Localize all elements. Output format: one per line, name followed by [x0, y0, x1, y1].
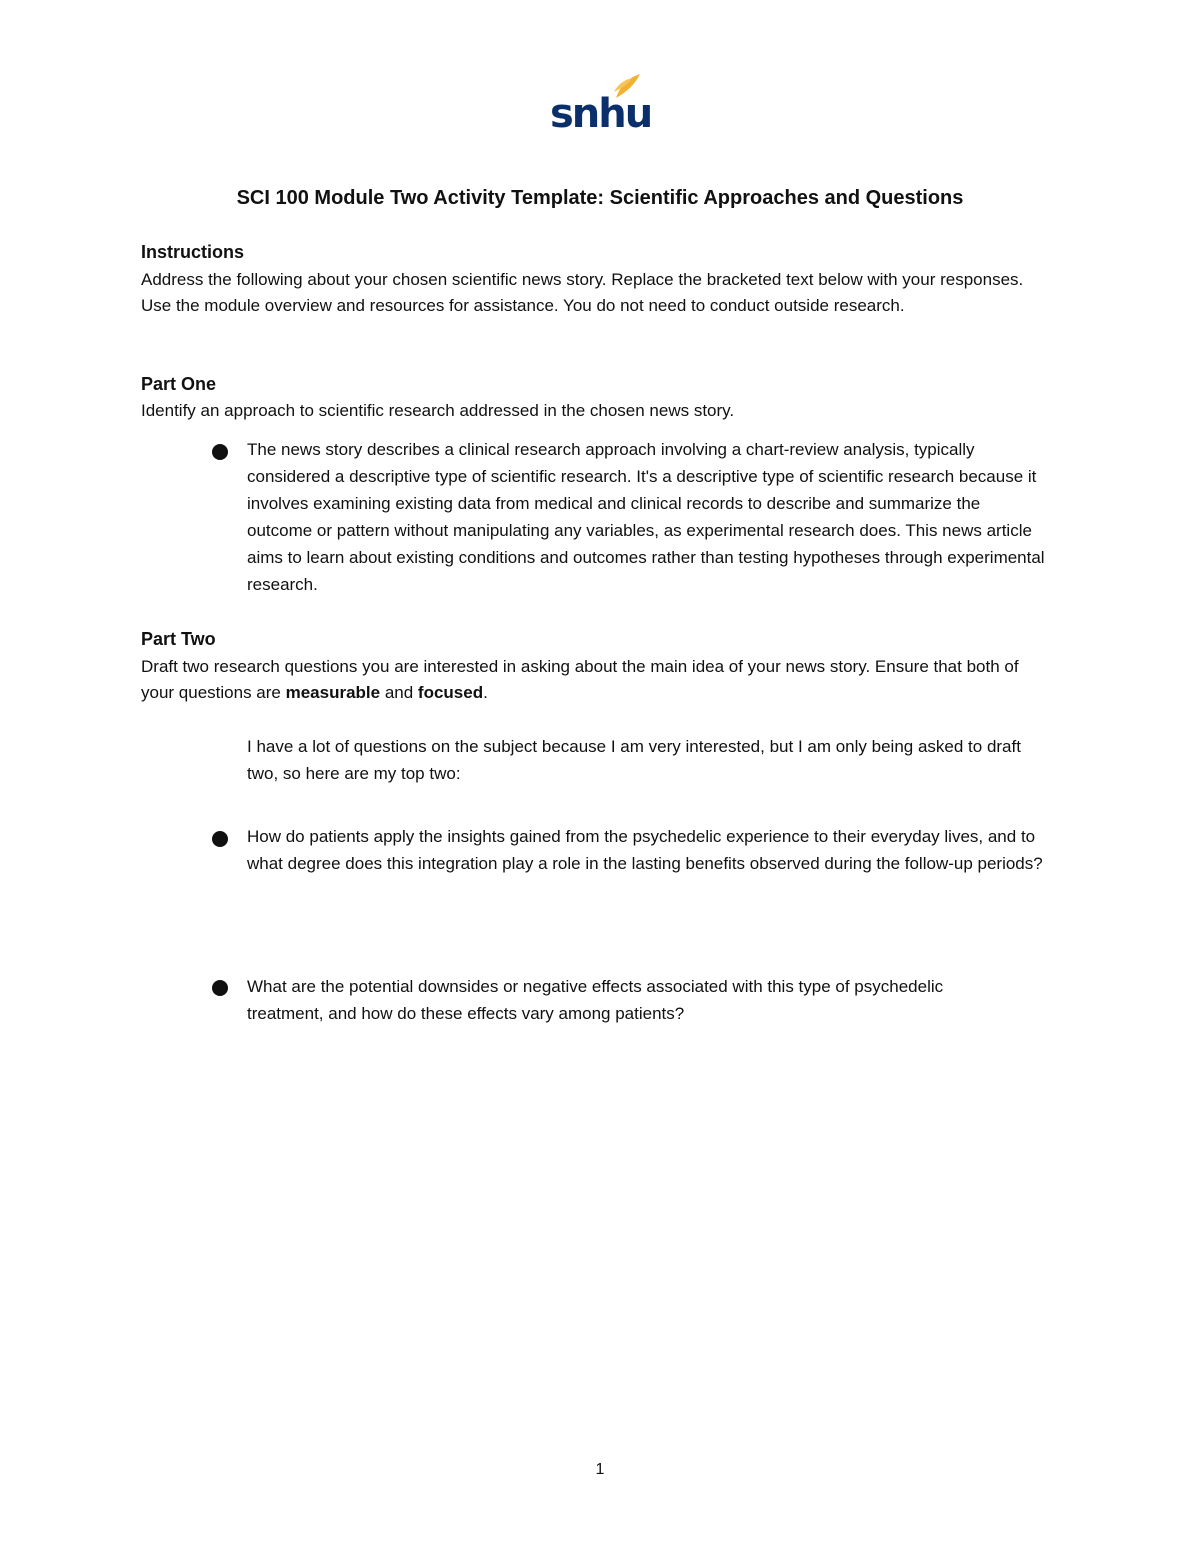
instructions-heading: Instructions: [141, 242, 245, 262]
page-number: 1: [595, 1461, 605, 1478]
logo-wordmark: snhu: [550, 91, 652, 137]
question-one: How do patients apply the insights gained from the psychedelic experience to their everyday lives, and to what degree does this integration play a role in the lasting benefits observed during the follow-up periods?: [247, 827, 1043, 873]
bullet-marker: [212, 980, 228, 996]
bullet-marker: [212, 831, 228, 847]
focused-emphasis: focused: [417, 683, 484, 702]
document-title: SCI 100 Module Two Activity Template: Scientific Approaches and Questions: [236, 187, 964, 209]
snhu-logo: [550, 72, 652, 138]
bullet-marker: [212, 444, 228, 460]
part-one-heading: Part One: [141, 374, 217, 394]
question-two: What are the potential downsides or negative effects associated with this type of psychedelic treatment, and how do these effects vary among patients?: [247, 977, 944, 1023]
measurable-emphasis: measurable: [285, 683, 381, 702]
part-two-intro: I have a lot of questions on the subject because I am very interested, but I am only being asked to draft two, so here are my top two:: [247, 737, 1021, 783]
part-one-prompt: Identify an approach to scientific research addressed in the chosen news story.: [141, 401, 735, 420]
part-one-answer: The news story describes a clinical research approach involving a chart-review analysis, typically considered a descriptive type of scientific research. It's a descriptive type of scientific research because it involves examining existing data from medical and clinical records to describe and summarize the outcome or pattern without manipulating any variables, as experimental research does. This news article aims to learn about existing conditions and outcomes rather than testing hypotheses through experimental research.: [247, 440, 1045, 594]
instructions-text: Address the following about your chosen scientific news story. Replace the bracketed text below with your responses. Use the module overview and resources for assistance. You do not need to conduct outside research.: [141, 270, 1024, 315]
part-two-heading: Part Two: [141, 629, 216, 649]
part-two-prompt: Draft two research questions you are interested in asking about the main idea of your news story. Ensure that both of your questions are measurable and focused.: [141, 657, 1019, 702]
